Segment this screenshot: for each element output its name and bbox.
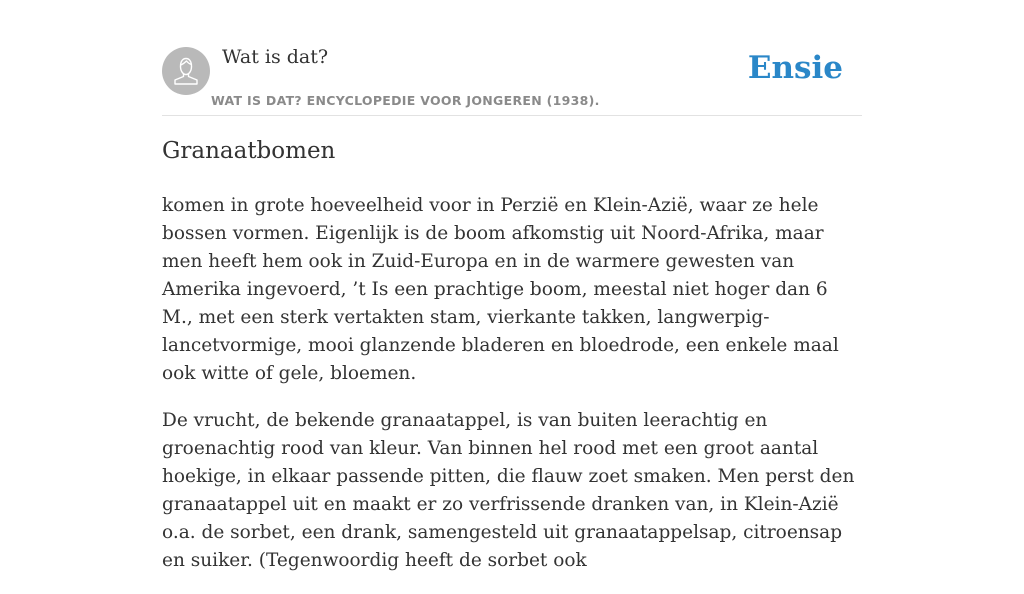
source-header <box>162 46 862 116</box>
article-paragraph: komen in grote hoeveelheid voor in Perzië en Klein-Azië, waar ze hele bossen vormen. Eigenlijk is de boom afkomstig uit Noord-Afrika, maar men heeft hem ook in Zuid-Europa en in de warmere gewesten van Amerika ingevoerd, ’t Is een prachtige boom, meestal niet hoger dan 6 M., met een sterk vertakten stam, vierkante takken, langwerpig-lancetvormige, mooi glanzende bladeren en bloedrode, een enkele maal ook witte of gele, bloemen. <box>162 195 839 384</box>
article-title: Granaatbomen <box>162 138 336 164</box>
user-avatar-icon[interactable] <box>162 47 210 95</box>
article-body <box>162 192 862 594</box>
article-paragraph: De vrucht, de bekende granaatappel, is van buiten leerachtig en groenachtig rood van kleur. Van binnen hel rood met een groot aantal hoekige, in elkaar passende pitten, die flauw zoet smaken. Men perst den granaatappel uit en maakt er zo verfrissende dranken van, in Klein-Azië o.a. de sorbet, een drank, samengesteld uit granaatappelsap, citroensap en suiker. (Tegenwoordig heeft de sorbet ook <box>162 410 855 571</box>
ensie-logo[interactable]: Ensie <box>747 50 843 86</box>
source-subtitle: WAT IS DAT? ENCYCLOPEDIE VOOR JONGEREN (1938). <box>211 93 600 108</box>
source-title-link[interactable]: Wat is dat? <box>222 46 329 68</box>
